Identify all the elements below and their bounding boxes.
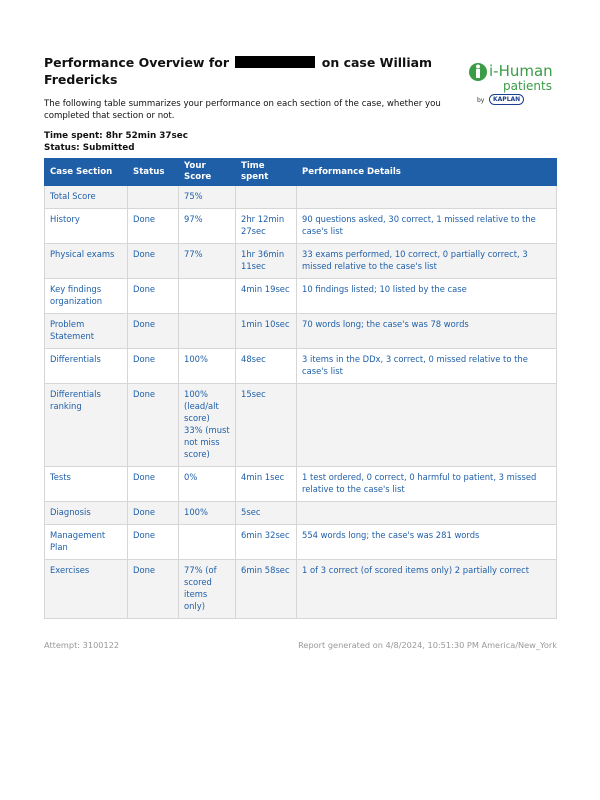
logo-brand-sub: patients — [503, 79, 552, 93]
table-cell: 6min 32sec — [236, 525, 297, 560]
table-cell — [179, 525, 236, 560]
table-cell: 10 findings listed; 10 listed by the case — [297, 279, 557, 314]
col-header: Your Score — [179, 159, 236, 186]
table-cell: 77% — [179, 244, 236, 279]
table-cell: 1hr 36min 11sec — [236, 244, 297, 279]
table-cell: Done — [128, 467, 179, 502]
table-cell — [128, 186, 179, 209]
table-row — [45, 384, 557, 467]
table-cell: Done — [128, 314, 179, 349]
table-cell: 97% — [179, 209, 236, 244]
table-cell — [297, 186, 557, 209]
table-cell: Physical exams — [45, 244, 128, 279]
table-cell: 4min 1sec — [236, 467, 297, 502]
table-cell: 33 exams performed, 10 correct, 0 partially correct, 3 missed relative to the case's list — [297, 244, 557, 279]
table-row — [45, 209, 557, 244]
table-cell: Differentials — [45, 349, 128, 384]
table-cell: 2hr 12min 27sec — [236, 209, 297, 244]
attempt-id: Attempt: 3100122 — [44, 640, 120, 650]
col-header: Time spent — [236, 159, 297, 186]
table-cell: Done — [128, 525, 179, 560]
table-row — [45, 525, 557, 560]
table-cell: 0% — [179, 467, 236, 502]
col-header: Status — [128, 159, 179, 186]
table-body — [45, 186, 557, 619]
table-cell — [297, 384, 557, 467]
table-cell: Differentials ranking — [45, 384, 128, 467]
intro-text: The following table summarizes your performance on each section of the case, whether you completed that section or not. — [44, 99, 441, 121]
table-row — [45, 244, 557, 279]
performance-table — [44, 158, 557, 619]
table-row — [45, 467, 557, 502]
report-generated: Report generated on 4/8/2024, 10:51:30 PM America/New_York — [298, 640, 557, 650]
table-cell: History — [45, 209, 128, 244]
table-cell: 1 test ordered, 0 correct, 0 harmful to patient, 3 missed relative to the case's list — [297, 467, 557, 502]
table-row — [45, 186, 557, 209]
table-cell: Total Score — [45, 186, 128, 209]
table-cell: 6min 58sec — [236, 560, 297, 619]
logo-icon — [467, 60, 489, 84]
table-cell — [236, 186, 297, 209]
table-cell: Done — [128, 349, 179, 384]
table-cell: 100% (lead/alt score) 33% (must not miss score) — [179, 384, 236, 467]
table-row — [45, 560, 557, 619]
table-cell — [297, 502, 557, 525]
logo-by: by — [477, 97, 485, 104]
table-cell: 100% — [179, 349, 236, 384]
report-footer — [44, 640, 557, 650]
title-suffix: on case William Fredericks — [44, 55, 433, 87]
table-cell: 3 items in the DDx, 3 correct, 0 missed relative to the case's list — [297, 349, 557, 384]
page-title — [44, 54, 434, 88]
table-row — [45, 279, 557, 314]
redacted-name — [235, 56, 315, 68]
table-cell: Done — [128, 502, 179, 525]
table-header-row — [45, 159, 557, 186]
col-header: Performance Details — [297, 159, 557, 186]
logo-brand: i-Human — [489, 62, 553, 80]
table-cell: Exercises — [45, 560, 128, 619]
ihuman-logo — [467, 60, 557, 108]
table-row — [45, 502, 557, 525]
table-cell: 15sec — [236, 384, 297, 467]
report-header — [44, 54, 557, 104]
report-page — [44, 54, 557, 619]
table-cell: Tests — [45, 467, 128, 502]
title-prefix: Performance Overview for — [44, 55, 230, 70]
table-cell: 77% (of scored items only) — [179, 560, 236, 619]
table-cell: 1min 10sec — [236, 314, 297, 349]
table-cell: Done — [128, 209, 179, 244]
table-cell: Done — [128, 384, 179, 467]
table-cell: Key findings organization — [45, 279, 128, 314]
table-cell: 1 of 3 correct (of scored items only) 2 partially correct — [297, 560, 557, 619]
kaplan-logo: KAPLAN — [489, 94, 524, 105]
table-cell: Diagnosis — [45, 502, 128, 525]
table-cell: Problem Statement — [45, 314, 128, 349]
table-cell: Done — [128, 244, 179, 279]
table-cell: Management Plan — [45, 525, 128, 560]
table-cell: 70 words long; the case's was 78 words — [297, 314, 557, 349]
table-cell: 4min 19sec — [236, 279, 297, 314]
table-cell: 5sec — [236, 502, 297, 525]
table-row — [45, 314, 557, 349]
table-row — [45, 349, 557, 384]
table-cell — [179, 279, 236, 314]
table-cell: 90 questions asked, 30 correct, 1 missed relative to the case's list — [297, 209, 557, 244]
col-header: Case Section — [45, 159, 128, 186]
table-cell: 554 words long; the case's was 281 words — [297, 525, 557, 560]
table-cell: 48sec — [236, 349, 297, 384]
table-cell: 100% — [179, 502, 236, 525]
table-cell: Done — [128, 560, 179, 619]
table-cell: Done — [128, 279, 179, 314]
table-cell — [179, 314, 236, 349]
status-text: Status: Submitted — [44, 143, 135, 153]
time-spent: Time spent: 8hr 52min 37sec — [44, 131, 188, 141]
table-cell: 75% — [179, 186, 236, 209]
